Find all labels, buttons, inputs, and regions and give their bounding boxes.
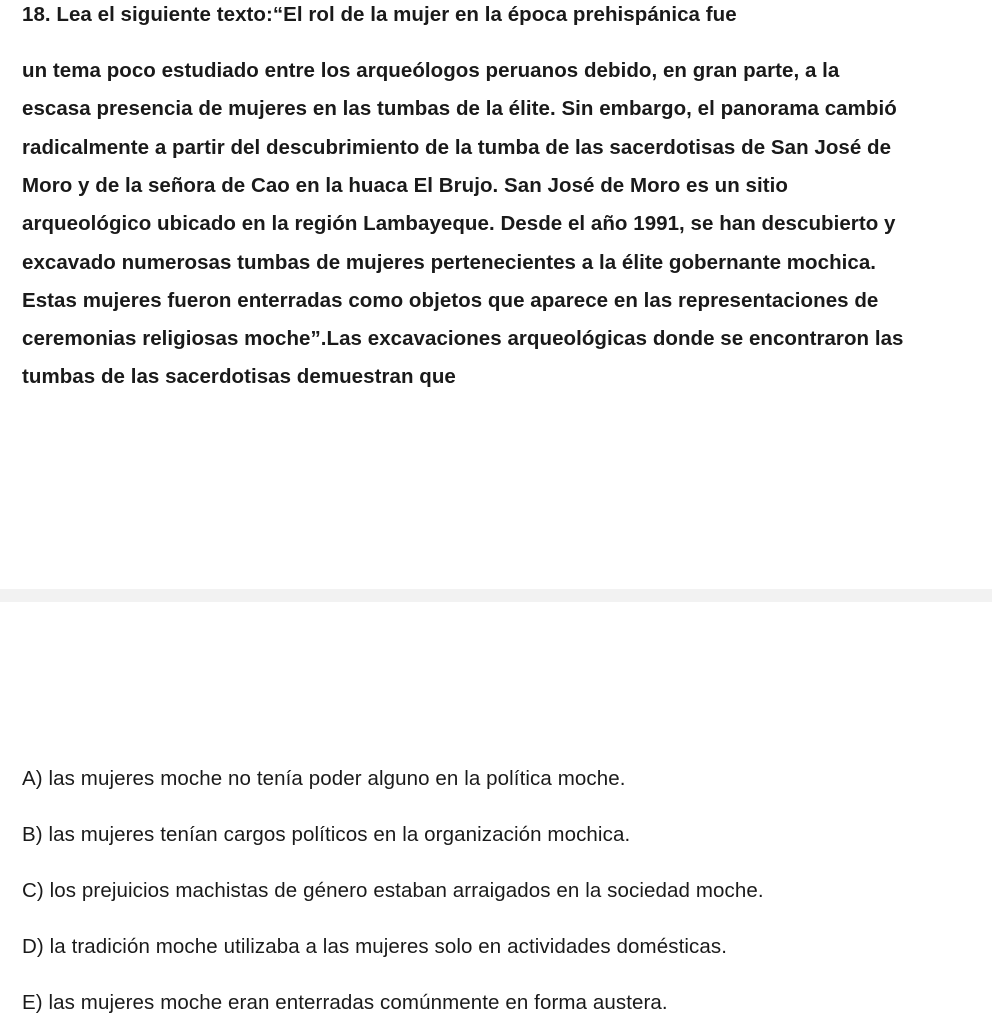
- question-line: escasa presencia de mujeres en las tumbas de la élite. Sin embargo, el panorama cambió: [22, 97, 897, 120]
- question-line: un tema poco estudiado entre los arqueólogos peruanos debido, en gran parte, a la: [22, 59, 840, 82]
- question-line: ceremonias religiosas moche”.Las excavaciones arqueológicas donde se encontraron las: [22, 327, 904, 350]
- answer-option-c[interactable]: C) los prejuicios machistas de género estaban arraigados en la sociedad moche.: [22, 879, 764, 902]
- answer-option-d[interactable]: D) la tradición moche utilizaba a las mujeres solo en actividades domésticas.: [22, 935, 728, 958]
- answer-option-a[interactable]: A) las mujeres moche no tenía poder alguno en la política moche.: [22, 767, 626, 790]
- question-line: radicalmente a partir del descubrimiento de la tumba de las sacerdotisas de San José de: [22, 136, 892, 159]
- page-separator: [0, 589, 992, 602]
- question-line: 18. Lea el siguiente texto:“El rol de la mujer en la época prehispánica fue: [22, 3, 737, 26]
- question-line: excavado numerosas tumbas de mujeres pertenecientes a la élite gobernante mochica.: [22, 251, 877, 274]
- question-line: Estas mujeres fueron enterradas como objetos que aparece en las representaciones de: [22, 289, 879, 312]
- answer-option-b[interactable]: B) las mujeres tenían cargos políticos en la organización mochica.: [22, 823, 631, 846]
- question-line: Moro y de la señora de Cao en la huaca El Brujo. San José de Moro es un sitio: [22, 174, 788, 197]
- question-line: arqueológico ubicado en la región Lambayeque. Desde el año 1991, se han descubierto y: [22, 212, 896, 235]
- question-line: tumbas de las sacerdotisas demuestran que: [22, 365, 456, 388]
- answer-option-e[interactable]: E) las mujeres moche eran enterradas comúnmente en forma austera.: [22, 991, 668, 1014]
